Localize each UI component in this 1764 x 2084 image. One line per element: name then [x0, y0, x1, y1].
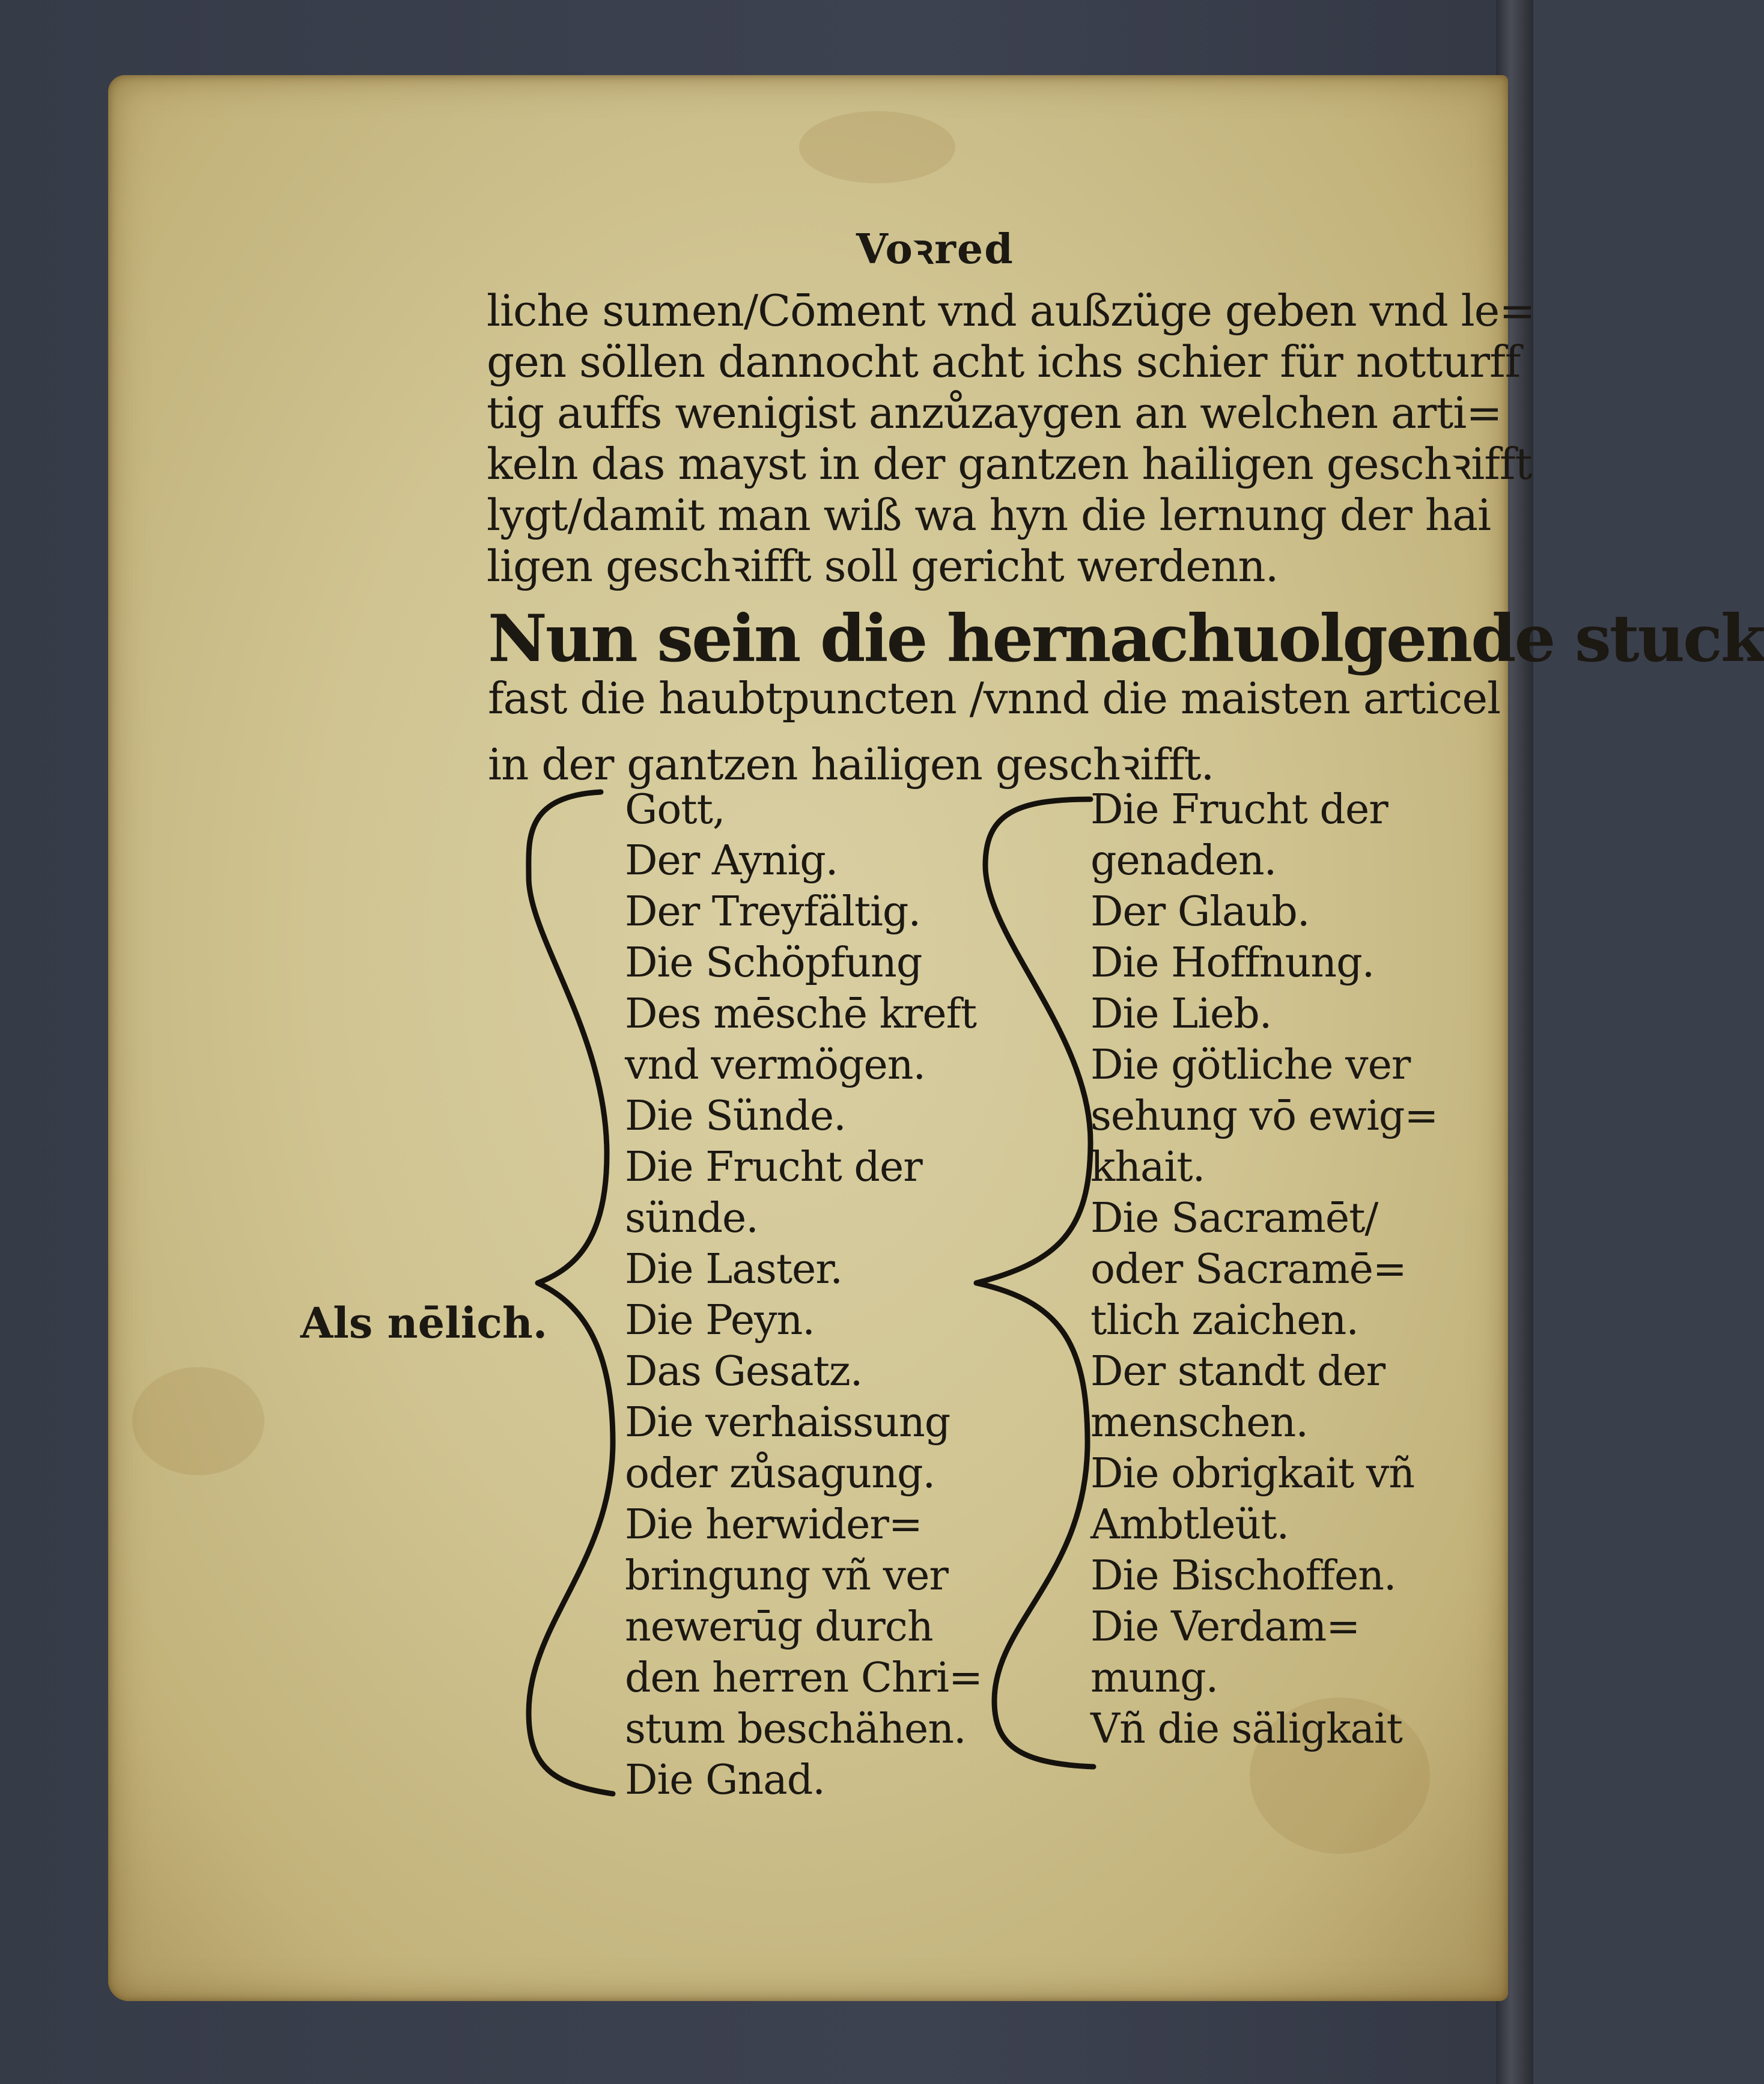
- right-column-item: Die Frucht der: [1090, 786, 1388, 833]
- left-column-item: Das Gesatz.: [625, 1348, 863, 1395]
- left-column-item: stum beschähen.: [625, 1705, 966, 1753]
- left-column-item: oder zůsagung.: [625, 1450, 935, 1497]
- right-column-item: menschen.: [1090, 1399, 1308, 1446]
- right-column-item: Die Sacramēt/: [1090, 1195, 1378, 1242]
- left-column-item: sünde.: [625, 1195, 758, 1242]
- left-column-item: bringung vñ ver: [625, 1552, 948, 1600]
- left-column-item: Der Treyfältig.: [625, 888, 921, 936]
- right-column-item: Ambtleüt.: [1090, 1501, 1289, 1549]
- intro-line: keln das mayst in der gantzen hailigen geschꝛifft: [487, 439, 1532, 489]
- left-column-item: Des mēschē kreft: [625, 990, 977, 1038]
- right-column-item: oder Sacramē=: [1090, 1246, 1407, 1293]
- right-column-item: Der Glaub.: [1090, 888, 1310, 936]
- left-column-item: den herren Chri=: [625, 1654, 982, 1702]
- left-column-item: Die verhaissung: [625, 1399, 950, 1446]
- right-column-item: sehung vō ewig=: [1090, 1092, 1438, 1140]
- left-column-item: Die Laster.: [625, 1246, 842, 1293]
- right-column-item: Die Bischoffen.: [1090, 1552, 1396, 1600]
- left-column-item: Der Aynig.: [625, 837, 838, 885]
- left-column-item: Die Peyn.: [625, 1297, 815, 1344]
- heading-continuation-line: fast die haubtpuncten /vnnd die maisten articel: [488, 673, 1501, 724]
- right-column-item: mung.: [1090, 1654, 1218, 1702]
- section-heading: Nun sein die hernachuolgende stuck: [488, 601, 1764, 677]
- intro-line: lygt/damit man wiß wa hyn die lernung der hai: [487, 490, 1491, 540]
- side-label: Als nēlich.: [300, 1298, 548, 1348]
- right-column-item: Die obrigkait vñ: [1090, 1450, 1415, 1497]
- right-column-item: Vñ die säligkait: [1090, 1705, 1402, 1753]
- running-head: Voꝛred: [856, 225, 1014, 273]
- right-column-item: khait.: [1090, 1144, 1205, 1191]
- right-column-item: Die Verdam=: [1090, 1603, 1360, 1651]
- right-column-item: Der standt der: [1090, 1348, 1385, 1395]
- left-column-item: Die Sünde.: [625, 1092, 846, 1140]
- left-brace: [529, 792, 613, 1794]
- right-column-item: Die götliche ver: [1090, 1041, 1411, 1089]
- left-column-item: Die Frucht der: [625, 1144, 922, 1191]
- intro-line: tig auffs wenigist anzůzaygen an welchen arti=: [487, 388, 1502, 438]
- left-column-item: Die Schöpfung: [625, 939, 922, 987]
- left-column-item: Gott,: [625, 786, 725, 833]
- left-column-item: vnd vermögen.: [625, 1041, 926, 1089]
- left-column-item: Die herwider=: [625, 1501, 922, 1549]
- right-brace: [976, 799, 1093, 1767]
- intro-line: ligen geschꝛifft soll gericht werdenn.: [487, 541, 1279, 591]
- left-column-item: newerūg durch: [625, 1603, 933, 1651]
- intro-line: gen söllen dannocht acht ichs schier für notturff: [487, 337, 1521, 387]
- right-column-item: Die Lieb.: [1090, 990, 1272, 1038]
- heading-continuation-line: in der gantzen hailigen geschꝛifft.: [488, 739, 1214, 790]
- left-column-item: Die Gnad.: [625, 1756, 825, 1804]
- right-column-item: tlich zaichen.: [1090, 1297, 1358, 1344]
- right-column-item: genaden.: [1090, 837, 1277, 885]
- right-column-item: Die Hoffnung.: [1090, 939, 1375, 987]
- intro-line: liche sumen/Cōment vnd außzüge geben vnd le=: [487, 285, 1535, 336]
